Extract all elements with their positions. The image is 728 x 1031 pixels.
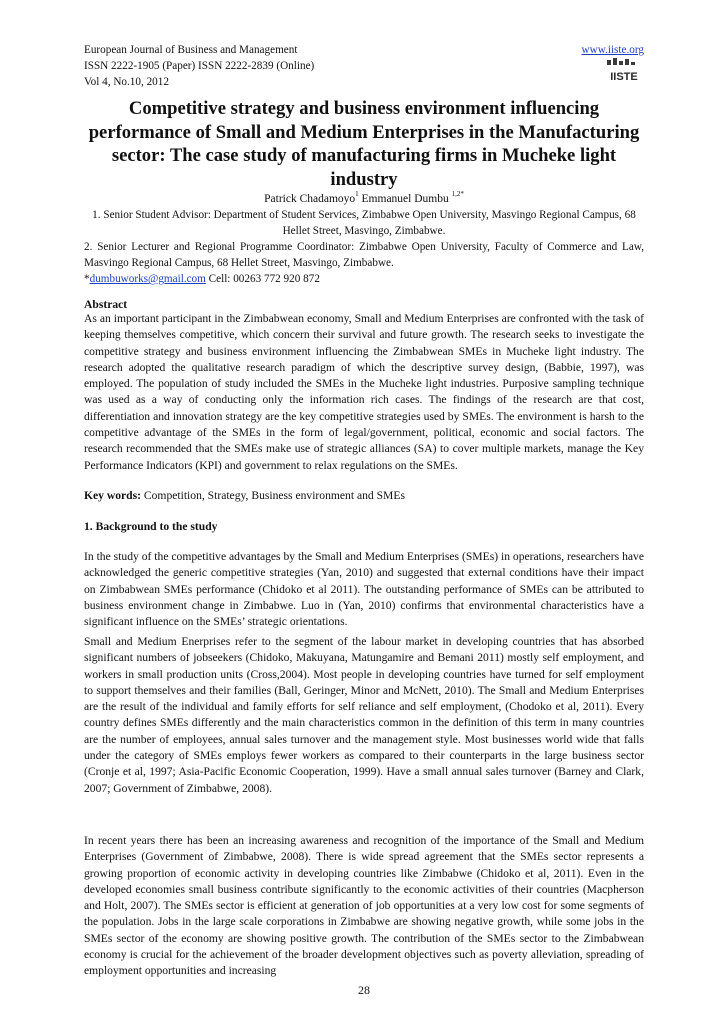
paper-title: Competitive strategy and business environment influencing performance of Small and Medium Enterprises in the Manufacturing sector: The case study of manufacturing firms in Mucheke light industry (88, 98, 640, 190)
keywords-label: Key words: (84, 489, 141, 502)
cell-number: Cell: 00263 772 920 872 (205, 273, 320, 285)
paragraph-2: Small and Medium Enerprises refer to the segment of the labour market in developing countries that has absorbed significant numbers of jobseekers (Chidoko, Makuyana, Matungamire and Bemani 2011) mostly self employment, and workers in small production units (Cross,2004). Most people in developing countries have turned for self employment to support themselves and their families (Ball, Geringer, Minor and McNett, 2010). The Small and Medium Enterprises are the result of the individual and family efforts for self reliance and self employment, (Chodoko et al, 2011). Every country defines SMEs differently and the main characteristics common in the definition of this term in many countries are the number of employees, annual sales turnover and the management style. Most businesses world wide that falls under the category of SMEs employs fewer workers as compared to their counterparts in the large business sector (Cronje et al, 1997; Asia-Pacific Economic Cooperation, 1999). Have a small annual sales turnover (Barney and Clark, 2007; Government of Zimbabwe, 2008). (84, 635, 644, 795)
journal-name: European Journal of Business and Management (84, 44, 298, 56)
keywords-line (84, 488, 644, 504)
author-1-sup: 1 (355, 190, 359, 198)
affiliation-1: 1. Senior Student Advisor: Department of Student Services, Zimbabwe Open University, Masvingo Regional Campus, 68 Hellet Street, Masvingo, Zimbabwe. (92, 209, 636, 237)
contact-line (84, 271, 644, 287)
page-number: 28 (358, 983, 370, 997)
journal-url-link[interactable]: www.iiste.org (581, 44, 644, 56)
journal-issn: ISSN 2222-1905 (Paper) ISSN 2222-2839 (Online) (84, 60, 315, 72)
author-line (84, 190, 644, 205)
keywords-text: Competition, Strategy, Business environment and SMEs (141, 489, 405, 502)
section-1-heading: 1. Background to the study (84, 520, 218, 533)
iiste-logo-icon (605, 58, 643, 84)
paragraph-1: In the study of the competitive advantages by the Small and Medium Enterprises (SMEs) in operations, researchers have acknowledged the generic competitive strategies (Yan, 2010) and suggested that external conditions have their impact on Zimbabwean SMEs performance (Chidoko et al 2011). The outstanding performance of SMEs can be attributed to business environment change in Zimbabwe. Luo in (Yan, 2010) confirms that environmental characteristics have a significant influence on the SMEs’ strategic orientations. (84, 550, 644, 629)
abstract-heading: Abstract (84, 298, 128, 311)
email-link[interactable]: dumbuworks@gmail.com (89, 273, 206, 285)
abstract-text: As an important participant in the Zimbabwean economy, Small and Medium Enterprises are confronted with the task of keeping themselves competitive, which concern their survival and future growth. The research seeks to investigate the competitive strategy and business environment influencing the Zimbabwean SMEs in Mucheke light industry. The research adopted the qualitative research paradigm of which the descriptive survey design, (Babbie, 1997), was employed. The population of study included the SMEs in the Mucheke light industries. Purposive sampling technique was used as a way of conducting only the information rich cases. The findings of the research are that cost, differentiation and innovation strategy are the key competitive strategies used by SMEs. The environment is harsh to the competitive advantage of the SMEs in the form of legal/government, political, economic and social factors. The research recommended that the SMEs make use of strategic alliances (SA) to cover multiple markets, manage the Key Performance Indicators (KPI) and government to relax regulations on the SMEs. (84, 312, 644, 472)
author-2-sup: 1,2* (451, 190, 464, 198)
author-2: Emmanuel Dumbu (361, 193, 449, 205)
paragraph-3: In recent years there has been an increasing awareness and recognition of the importance of the Small and Medium Enterprises (Government of Zimbabwe, 2008). There is wide spread agreement that the SMEs sector represents a growing proportion of economic activity in developing countries like Zimbabwe (Chidoko et al, 2011). Even in the developed economies small business contribute significantly to the economic activities of their countries (Macpherson and Holt, 2007). The SMEs sector is efficient at generation of job opportunities at a very low cost for some segments of the population. Jobs in the large scale corporations in Zimbabwe are showing negative growth, while some jobs in the SMEs sector of the economy are showing positive growth. The contribution of the SMEs sector to the Zimbabwean economy is crucial for the achievement of the broader development objectives such as poverty alleviation, spreading of employment opportunities and increasing (84, 834, 644, 978)
author-1: Patrick Chadamoyo (264, 193, 356, 205)
affiliation-2: 2. Senior Lecturer and Regional Programme Coordinator: Zimbabwe Open University, Faculty of Commerce and Law, Masvingo Regional Campus, 68 Hellet Street, Masvingo, Zimbabwe. (84, 241, 644, 269)
journal-volume: Vol 4, No.10, 2012 (84, 76, 169, 88)
journal-header (84, 42, 644, 90)
logo-text: IISTE (610, 71, 638, 83)
email-prefix: * (84, 273, 90, 285)
